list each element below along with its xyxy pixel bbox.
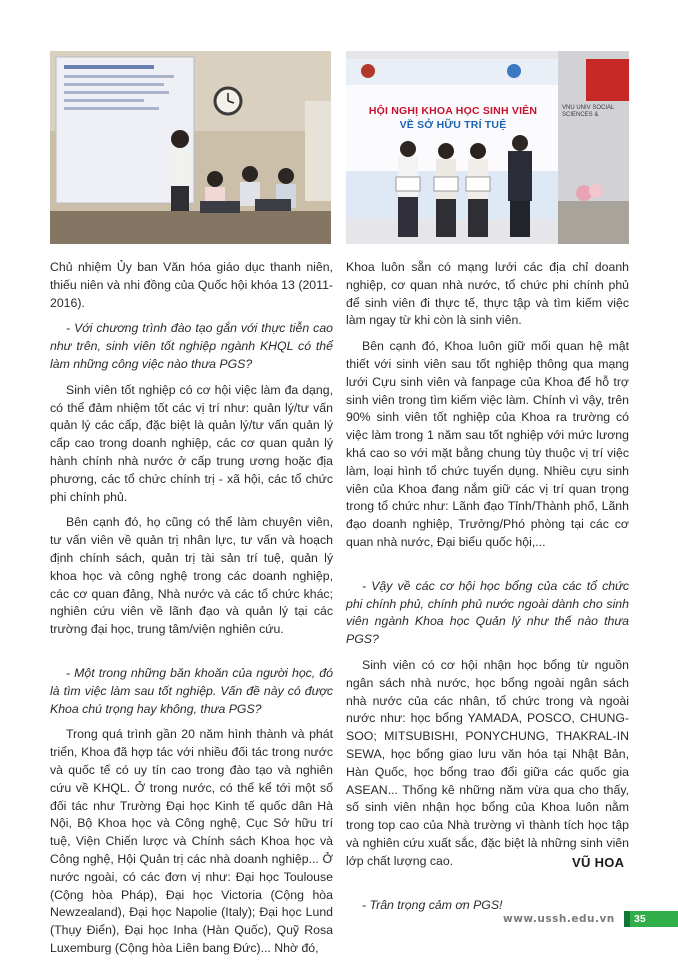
article-paragraph: Chủ nhiệm Ủy ban Văn hóa giáo dục thanh niên, thiếu niên và nhi đồng của Quốc hội khóa 13 (2011-2016).	[50, 260, 333, 310]
article-paragraph: Sinh viên có cơ hội nhận học bổng từ nguồn ngân sách nhà nước, học bổng ngoài ngân sách nhà nước của các nhân, tổ chức trong và ngoài nước như: học bổng YAMADA, POSCO, CHUNG-SOO; MITSUBISHI, PONYCHUNG, THAKRAL-IN SEWA, học bổng giao lưu văn hóa tại Nhật Bản, Hàn Quốc, học bổng trao đổi giữa các quốc gia ASEAN... Thống kê những năm vừa qua cho thấy, số sinh viên nhận học bổng của Khoa luôn nằm trong top cao của Nhà trường vì thành tích học tập và nghiên cứu xuất sắc, đặc biệt là những sinh viên lớp chất lượng cao.	[346, 657, 629, 868]
author-byline: VŨ HOA	[572, 855, 625, 870]
closing-remark: - Trân trọng cảm ơn PGS!	[362, 897, 503, 912]
footer-page-tab-accent	[624, 911, 630, 927]
banner-title-line2: VỀ SỞ HỮU TRÍ TUỆ	[399, 119, 507, 131]
article-paragraph: Sinh viên tốt nghiệp có cơ hội việc làm đa dạng, có thể đảm nhiệm tốt các vị trí như: quản lý/tư vấn quản lý các cấp, đặc biệt là quản lý/tư vấn quản lý cấp cao trong doanh nghiệp, các cơ quan quản lý hành chính nhà nước ở cấp trung ương hoặc địa phương, các tổ chức chính trị - xã hội, các tổ chức phi chính phủ.	[50, 382, 333, 504]
conference-photo-illustration	[346, 51, 629, 244]
conference-photo	[346, 51, 629, 244]
building-sign: VNU UNIV SOCIAL SCIENCES &	[562, 105, 615, 118]
interview-question: - Vậy về các cơ hội học bổng của các tổ chức phi chính phủ, chính phủ nước ngoài dành cho sinh viên ngành Khoa học Quản lý như thế nào thưa PGS?	[346, 578, 629, 647]
article-column-right	[346, 259, 629, 914]
banner-title-line1: HỘI NGHỊ KHOA HỌC SINH VIÊN	[368, 105, 538, 117]
article-paragraph: Trong quá trình gần 20 năm hình thành và phát triển, Khoa đã hợp tác với nhiều đối tác trong nước và quốc tế có uy tín cao trong đào tạo và nghiên cứu về KHQL. Ở trong nước, có thể kể tới một số đối tác như Trường Đại học Kinh tế quốc dân Hà Nội, Bộ Khoa học và Công nghệ, Cục Sở hữu trí tuệ, Viện Chiến lược và Chính sách Khoa học và Công nghệ, Hội Quản trị các nhà doanh nghiệp... Ở nước ngoài, có các đơn vị như: Đại học Toulouse (Cộng hòa Pháp), Đại học Victoria (Cộng hòa Newzealand), Đại học Napolie (Italy); Đại học Lund (Thụy Điển), Đại học Inha (Hàn Quốc), Quỹ Rosa Luxemburg (Cộng hòa Liên bang Đức)... Nhờ đó,	[50, 727, 333, 955]
article-column-left	[50, 259, 333, 958]
article-paragraph: Bên cạnh đó, họ cũng có thể làm chuyên viên, tư vấn viên về quản trị nhân lực, tư vấn và hoạch định chính sách, quản trị tài sản trí tuệ, quản lý khoa học và công nghệ trong các doanh nghiệp, các cơ quan đảng, Nhà nước và các tổ chức khác; nghiên cứu viên về lãnh đạo và quản lý tại các trường đại học, trung tâm/viện nghiên cứu.	[50, 515, 333, 637]
interview-question: - Với chương trình đào tạo gắn với thực tiễn cao như trên, sinh viên tốt nghiệp ngành KHQL có thể làm những công việc nào thưa PGS?	[50, 321, 333, 371]
page-number: 35	[634, 913, 646, 925]
footer-website-link[interactable]: www.ussh.edu.vn	[503, 913, 615, 925]
article-paragraph: Bên cạnh đó, Khoa luôn giữ mối quan hệ mật thiết với sinh viên sau tốt nghiệp thông qua mạng lưới Cựu sinh viên và fanpage của Khoa để hỗ trợ sinh viên trong tìm kiếm việc làm. Chính vì vậy, trên 90% sinh viên tốt nghiệp của Khoa ra trường có việc làm trong 1 năm sau tốt nghiệp với mức lương khá cao so với mặt bằng chung tùy thuộc vị trí việc làm, loại hình tổ chức tuyển dụng. Nhiều cựu sinh viên của Khoa đang nắm giữ các vị trí quan trọng trong tổ chức như: Lãnh đạo Tỉnh/Thành phố, Lãnh đạo doanh nghiệp, Trưởng/Phó phòng tại các cơ quan nhà nước, Đại biểu quốc hội,...	[346, 339, 629, 549]
interview-question: - Một trong những băn khoăn của người học, đó là tìm việc làm sau tốt nghiệp. Vấn đề này có được Khoa chú trọng hay không, thưa PGS?	[50, 665, 333, 716]
presentation-photo	[50, 51, 331, 244]
presentation-photo-illustration	[50, 51, 331, 244]
footer-page-tab	[624, 911, 678, 927]
article-paragraph: Khoa luôn sẵn có mạng lưới các địa chỉ doanh nghiệp, cơ quan nhà nước, tổ chức phi chính phủ để sinh viên đi thực tế, thực tập và tìm kiếm việc làm ngay từ khi còn là sinh viên.	[346, 260, 629, 328]
